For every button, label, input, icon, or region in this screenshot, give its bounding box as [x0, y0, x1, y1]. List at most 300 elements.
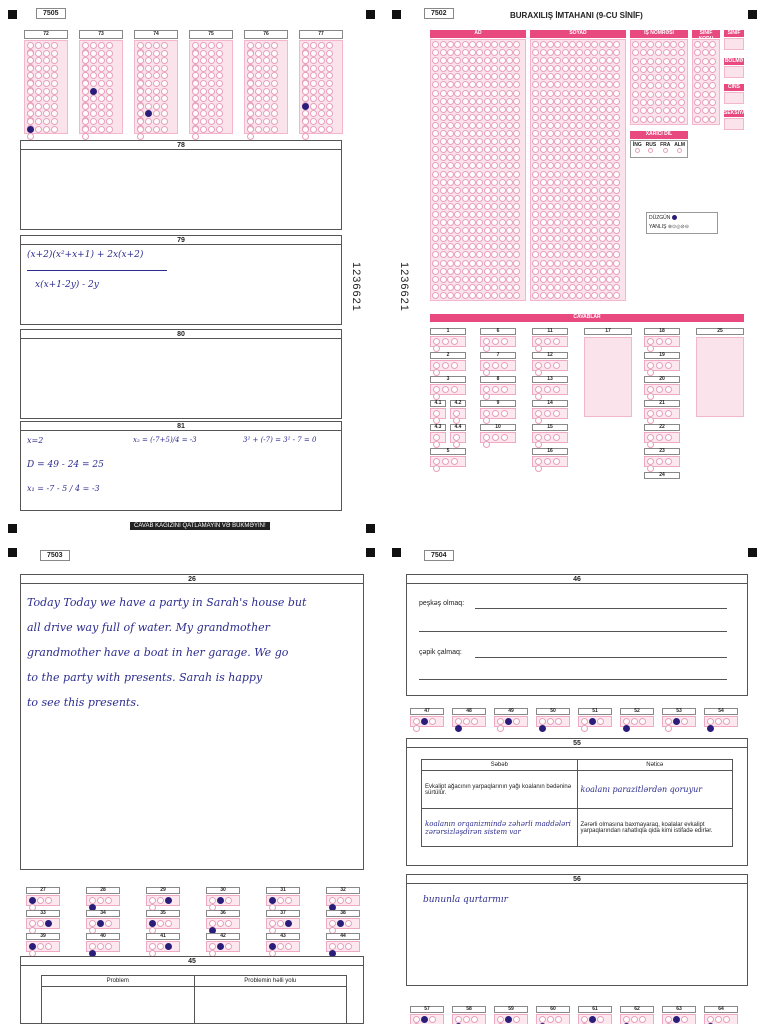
answer-bubble[interactable]: [513, 90, 520, 97]
answer-bubble[interactable]: [271, 42, 278, 49]
answer-bubble[interactable]: [263, 72, 270, 79]
answer-bubble[interactable]: [554, 41, 561, 48]
answer-bubble[interactable]: [432, 114, 439, 121]
answer-bubble[interactable]: [492, 338, 499, 345]
answer-bubble[interactable]: [302, 133, 309, 140]
answer-bubble[interactable]: [547, 57, 554, 64]
answer-bubble[interactable]: [540, 114, 547, 121]
answer-bubble[interactable]: [513, 81, 520, 88]
answer-bubble[interactable]: [90, 118, 97, 125]
answer-bubble[interactable]: [569, 162, 576, 169]
answer-bubble[interactable]: [433, 393, 440, 400]
answer-bubble[interactable]: [576, 90, 583, 97]
answer-bubble[interactable]: [499, 49, 506, 56]
answer-bubble[interactable]: [432, 292, 439, 299]
answer-bubble[interactable]: [484, 235, 491, 242]
answer-bubble[interactable]: [216, 42, 223, 49]
answer-bubble[interactable]: [499, 154, 506, 161]
answer-bubble[interactable]: [513, 718, 520, 725]
answer-bubble[interactable]: [27, 65, 34, 72]
answer-bubble[interactable]: [501, 410, 508, 417]
answer-bubble[interactable]: [462, 292, 469, 299]
answer-bubble[interactable]: [82, 133, 89, 140]
answer-bubble[interactable]: [454, 276, 461, 283]
answer-bubble[interactable]: [554, 154, 561, 161]
answer-bubble[interactable]: [540, 251, 547, 258]
answer-bubble[interactable]: [476, 154, 483, 161]
answer-bubble[interactable]: [454, 260, 461, 267]
answer-bubble[interactable]: [613, 219, 620, 226]
answer-bubble[interactable]: [483, 345, 490, 352]
answer-bubble[interactable]: [106, 65, 113, 72]
answer-bubble[interactable]: [255, 57, 262, 64]
answer-bubble[interactable]: [345, 897, 352, 904]
answer-bubble[interactable]: [499, 57, 506, 64]
answer-bubble[interactable]: [432, 171, 439, 178]
answer-bubble[interactable]: [153, 72, 160, 79]
answer-bubble[interactable]: [440, 187, 447, 194]
answer-bubble[interactable]: [599, 203, 606, 210]
answer-bubble[interactable]: [640, 66, 647, 73]
answer-bubble[interactable]: [469, 292, 476, 299]
answer-bubble[interactable]: [302, 95, 309, 102]
answer-bubble[interactable]: [576, 195, 583, 202]
answer-bubble[interactable]: [613, 90, 620, 97]
answer-bubble[interactable]: [554, 106, 561, 113]
answer-bubble[interactable]: [484, 146, 491, 153]
answer-bubble[interactable]: [469, 179, 476, 186]
answer-bubble[interactable]: [581, 725, 588, 732]
answer-bubble[interactable]: [137, 72, 144, 79]
answer-bubble[interactable]: [501, 386, 508, 393]
answer-bubble[interactable]: [440, 57, 447, 64]
answer-bubble[interactable]: [145, 110, 152, 117]
answer-bubble[interactable]: [647, 362, 654, 369]
answer-bubble[interactable]: [723, 718, 730, 725]
answer-bubble[interactable]: [106, 57, 113, 64]
answer-bubble[interactable]: [540, 187, 547, 194]
answer-bubble[interactable]: [591, 122, 598, 129]
answer-bubble[interactable]: [665, 362, 672, 369]
answer-bubble[interactable]: [302, 65, 309, 72]
answer-bubble[interactable]: [454, 81, 461, 88]
answer-bubble[interactable]: [540, 243, 547, 250]
answer-bubble[interactable]: [639, 1016, 646, 1023]
answer-bubble[interactable]: [153, 65, 160, 72]
answer-bubble[interactable]: [476, 81, 483, 88]
answer-bubble[interactable]: [433, 458, 440, 465]
answer-bubble[interactable]: [709, 116, 716, 123]
answer-bubble[interactable]: [447, 130, 454, 137]
answer-bubble[interactable]: [432, 195, 439, 202]
answer-bubble[interactable]: [454, 106, 461, 113]
answer-bubble[interactable]: [161, 126, 168, 133]
answer-bubble[interactable]: [451, 458, 458, 465]
answer-bubble[interactable]: [454, 268, 461, 275]
answer-bubble[interactable]: [98, 80, 105, 87]
answer-bubble[interactable]: [469, 41, 476, 48]
answer-bubble[interactable]: [506, 65, 513, 72]
answer-bubble[interactable]: [302, 50, 309, 57]
answer-bubble[interactable]: [584, 146, 591, 153]
answer-bubble[interactable]: [469, 106, 476, 113]
answer-bubble[interactable]: [462, 219, 469, 226]
answer-bubble[interactable]: [613, 122, 620, 129]
answer-bubble[interactable]: [584, 268, 591, 275]
answer-bubble[interactable]: [591, 49, 598, 56]
answer-bubble[interactable]: [576, 179, 583, 186]
answer-bubble[interactable]: [591, 41, 598, 48]
answer-bubble[interactable]: [208, 57, 215, 64]
answer-bubble[interactable]: [591, 227, 598, 234]
answer-bubble[interactable]: [606, 130, 613, 137]
answer-bubble[interactable]: [27, 72, 34, 79]
answer-bubble[interactable]: [454, 130, 461, 137]
answer-bubble[interactable]: [255, 80, 262, 87]
answer-bubble[interactable]: [451, 338, 458, 345]
answer-bubble[interactable]: [673, 1016, 680, 1023]
answer-bubble[interactable]: [145, 72, 152, 79]
answer-bubble[interactable]: [599, 41, 606, 48]
answer-bubble[interactable]: [613, 187, 620, 194]
answer-bubble[interactable]: [554, 179, 561, 186]
answer-bubble[interactable]: [469, 138, 476, 145]
answer-bubble[interactable]: [263, 57, 270, 64]
answer-bubble[interactable]: [584, 114, 591, 121]
answer-bubble[interactable]: [491, 284, 498, 291]
answer-bubble[interactable]: [161, 57, 168, 64]
answer-bubble[interactable]: [553, 338, 560, 345]
answer-bubble[interactable]: [591, 187, 598, 194]
answer-bubble[interactable]: [576, 292, 583, 299]
answer-bubble[interactable]: [576, 65, 583, 72]
answer-bubble[interactable]: [462, 65, 469, 72]
answer-bubble[interactable]: [476, 276, 483, 283]
answer-bubble[interactable]: [285, 943, 292, 950]
answer-bubble[interactable]: [597, 718, 604, 725]
answer-bubble[interactable]: [106, 95, 113, 102]
answer-bubble[interactable]: [192, 103, 199, 110]
answer-bubble[interactable]: [45, 897, 52, 904]
answer-bubble[interactable]: [599, 292, 606, 299]
answer-bubble[interactable]: [483, 393, 490, 400]
answer-bubble[interactable]: [447, 268, 454, 275]
answer-bubble[interactable]: [569, 106, 576, 113]
answer-bubble[interactable]: [462, 268, 469, 275]
answer-bubble[interactable]: [497, 1016, 504, 1023]
answer-bubble[interactable]: [569, 187, 576, 194]
answer-bubble[interactable]: [469, 49, 476, 56]
answer-bubble[interactable]: [665, 718, 672, 725]
answer-bubble[interactable]: [192, 133, 199, 140]
answer-bubble[interactable]: [665, 338, 672, 345]
answer-bubble[interactable]: [469, 130, 476, 137]
answer-bubble[interactable]: [454, 243, 461, 250]
answer-bubble[interactable]: [584, 251, 591, 258]
answer-bubble[interactable]: [591, 260, 598, 267]
answer-bubble[interactable]: [200, 118, 207, 125]
answer-bubble[interactable]: [702, 49, 709, 56]
answer-bubble[interactable]: [491, 260, 498, 267]
answer-bubble[interactable]: [432, 98, 439, 105]
answer-bubble[interactable]: [513, 162, 520, 169]
answer-bubble[interactable]: [491, 268, 498, 275]
answer-bubble[interactable]: [310, 103, 317, 110]
answer-bubble[interactable]: [655, 74, 662, 81]
answer-bubble[interactable]: [483, 417, 490, 424]
answer-bubble[interactable]: [208, 42, 215, 49]
answer-bubble[interactable]: [462, 114, 469, 121]
answer-bubble[interactable]: [540, 122, 547, 129]
answer-bubble[interactable]: [432, 65, 439, 72]
answer-bubble[interactable]: [554, 268, 561, 275]
answer-bubble[interactable]: [663, 148, 668, 153]
answer-bubble[interactable]: [599, 260, 606, 267]
answer-bubble[interactable]: [454, 57, 461, 64]
answer-bubble[interactable]: [540, 203, 547, 210]
answer-bubble[interactable]: [98, 65, 105, 72]
answer-bubble[interactable]: [606, 106, 613, 113]
answer-bubble[interactable]: [584, 171, 591, 178]
answer-bubble[interactable]: [469, 211, 476, 218]
answer-bubble[interactable]: [484, 187, 491, 194]
answer-bubble[interactable]: [513, 284, 520, 291]
answer-bubble[interactable]: [469, 284, 476, 291]
answer-bubble[interactable]: [476, 171, 483, 178]
answer-bubble[interactable]: [484, 106, 491, 113]
answer-bubble[interactable]: [640, 58, 647, 65]
answer-bubble[interactable]: [432, 284, 439, 291]
answer-bubble[interactable]: [506, 57, 513, 64]
answer-bubble[interactable]: [532, 154, 539, 161]
answer-bubble[interactable]: [532, 146, 539, 153]
answer-bubble[interactable]: [569, 57, 576, 64]
answer-bubble[interactable]: [606, 292, 613, 299]
answer-bubble[interactable]: [454, 154, 461, 161]
answer-bubble[interactable]: [554, 276, 561, 283]
language-option[interactable]: [674, 142, 685, 154]
answer-bubble[interactable]: [310, 110, 317, 117]
answer-bubble[interactable]: [513, 235, 520, 242]
answer-bubble[interactable]: [454, 114, 461, 121]
answer-bubble[interactable]: [35, 80, 42, 87]
answer-bubble[interactable]: [569, 195, 576, 202]
answer-bubble[interactable]: [491, 57, 498, 64]
answer-bubble[interactable]: [539, 1016, 546, 1023]
answer-bubble[interactable]: [484, 130, 491, 137]
answer-bubble[interactable]: [491, 154, 498, 161]
effect-cell-handwritten[interactable]: koalanı parazitlərdən qoruyur: [577, 771, 733, 809]
answer-bubble[interactable]: [318, 110, 325, 117]
answer-bubble[interactable]: [576, 235, 583, 242]
answer-bubble[interactable]: [454, 49, 461, 56]
answer-bubble[interactable]: [547, 98, 554, 105]
answer-bubble[interactable]: [106, 50, 113, 57]
answer-bubble[interactable]: [562, 65, 569, 72]
answer-bubble[interactable]: [98, 50, 105, 57]
answer-bubble[interactable]: [584, 41, 591, 48]
answer-bubble[interactable]: [165, 897, 172, 904]
answer-bubble[interactable]: [569, 292, 576, 299]
answer-bubble[interactable]: [532, 171, 539, 178]
answer-bubble[interactable]: [97, 943, 104, 950]
answer-bubble[interactable]: [581, 718, 588, 725]
answer-bubble[interactable]: [440, 130, 447, 137]
answer-bubble[interactable]: [591, 130, 598, 137]
answer-bubble[interactable]: [562, 195, 569, 202]
answer-bubble[interactable]: [484, 90, 491, 97]
answer-bubble[interactable]: [432, 73, 439, 80]
answer-bubble[interactable]: [591, 73, 598, 80]
answer-bubble[interactable]: [576, 146, 583, 153]
answer-bubble[interactable]: [513, 251, 520, 258]
answer-bubble[interactable]: [462, 284, 469, 291]
answer-bubble[interactable]: [506, 251, 513, 258]
answer-bubble[interactable]: [702, 58, 709, 65]
answer-bubble[interactable]: [98, 57, 105, 64]
answer-bubble[interactable]: [554, 49, 561, 56]
answer-bubble[interactable]: [591, 106, 598, 113]
answer-bubble[interactable]: [318, 126, 325, 133]
answer-bubble[interactable]: [326, 88, 333, 95]
answer-bubble[interactable]: [90, 65, 97, 72]
answer-bubble[interactable]: [454, 65, 461, 72]
answer-bubble[interactable]: [532, 122, 539, 129]
answer-bubble[interactable]: [681, 1016, 688, 1023]
answer-bubble[interactable]: [613, 98, 620, 105]
language-option[interactable]: [646, 142, 657, 154]
answer-bubble[interactable]: [569, 276, 576, 283]
answer-bubble[interactable]: [569, 171, 576, 178]
answer-bubble[interactable]: [499, 73, 506, 80]
answer-bubble[interactable]: [663, 58, 670, 65]
answer-bubble[interactable]: [440, 122, 447, 129]
answer-bubble[interactable]: [82, 42, 89, 49]
answer-bubble[interactable]: [209, 920, 216, 927]
answer-bubble[interactable]: [421, 718, 428, 725]
answer-bubble[interactable]: [476, 251, 483, 258]
answer-bubble[interactable]: [584, 81, 591, 88]
answer-bubble[interactable]: [647, 49, 654, 56]
answer-bubble[interactable]: [540, 235, 547, 242]
answer-bubble[interactable]: [606, 227, 613, 234]
answer-bubble[interactable]: [455, 725, 462, 732]
answer-bubble[interactable]: [562, 235, 569, 242]
answer-bubble[interactable]: [535, 441, 542, 448]
answer-bubble[interactable]: [483, 410, 490, 417]
answer-bubble[interactable]: [263, 103, 270, 110]
answer-bubble[interactable]: [440, 73, 447, 80]
answer-bubble[interactable]: [462, 41, 469, 48]
answer-bubble[interactable]: [632, 58, 639, 65]
answer-bubble[interactable]: [43, 88, 50, 95]
answer-bubble[interactable]: [432, 49, 439, 56]
answer-bubble[interactable]: [216, 50, 223, 57]
answer-bubble[interactable]: [499, 187, 506, 194]
answer-bubble[interactable]: [454, 122, 461, 129]
answer-bubble[interactable]: [532, 203, 539, 210]
answer-bubble[interactable]: [589, 718, 596, 725]
answer-bubble[interactable]: [440, 138, 447, 145]
answer-bubble[interactable]: [200, 88, 207, 95]
answer-bubble[interactable]: [599, 284, 606, 291]
answer-bubble[interactable]: [499, 41, 506, 48]
answer-bubble[interactable]: [655, 116, 662, 123]
answer-bubble[interactable]: [655, 49, 662, 56]
answer-bubble[interactable]: [225, 920, 232, 927]
answer-bubble[interactable]: [702, 41, 709, 48]
answer-bubble[interactable]: [310, 42, 317, 49]
answer-bubble[interactable]: [547, 718, 554, 725]
answer-bubble[interactable]: [453, 441, 460, 448]
answer-bubble[interactable]: [484, 284, 491, 291]
answer-bubble[interactable]: [447, 49, 454, 56]
answer-bubble[interactable]: [613, 179, 620, 186]
answer-bubble[interactable]: [462, 146, 469, 153]
answer-bubble[interactable]: [432, 235, 439, 242]
answer-bubble[interactable]: [447, 243, 454, 250]
answer-bubble[interactable]: [591, 81, 598, 88]
answer-bubble[interactable]: [506, 81, 513, 88]
answer-bubble[interactable]: [35, 103, 42, 110]
answer-bubble[interactable]: [51, 110, 58, 117]
answer-bubble[interactable]: [440, 81, 447, 88]
answer-bubble[interactable]: [483, 338, 490, 345]
answer-bubble[interactable]: [271, 65, 278, 72]
answer-bubble[interactable]: [599, 65, 606, 72]
answer-bubble[interactable]: [499, 162, 506, 169]
answer-bubble[interactable]: [89, 920, 96, 927]
answer-bubble[interactable]: [623, 725, 630, 732]
answer-bubble[interactable]: [670, 99, 677, 106]
answer-bubble[interactable]: [569, 130, 576, 137]
answer-bubble[interactable]: [554, 114, 561, 121]
answer-bubble[interactable]: [540, 260, 547, 267]
answer-bubble[interactable]: [599, 276, 606, 283]
answer-bubble[interactable]: [663, 66, 670, 73]
answer-bubble[interactable]: [469, 268, 476, 275]
answer-bubble[interactable]: [576, 268, 583, 275]
answer-bubble[interactable]: [454, 73, 461, 80]
answer-bubble[interactable]: [440, 227, 447, 234]
answer-bubble[interactable]: [506, 130, 513, 137]
answer-bubble[interactable]: [532, 227, 539, 234]
answer-bubble[interactable]: [499, 90, 506, 97]
answer-bubble[interactable]: [547, 130, 554, 137]
answer-bubble[interactable]: [663, 49, 670, 56]
answer-bubble[interactable]: [271, 50, 278, 57]
answer-bubble[interactable]: [715, 1016, 722, 1023]
answer-bubble[interactable]: [454, 41, 461, 48]
answer-bubble[interactable]: [554, 284, 561, 291]
answer-bubble[interactable]: [532, 276, 539, 283]
answer-bubble[interactable]: [484, 81, 491, 88]
answer-bubble[interactable]: [82, 118, 89, 125]
answer-bubble[interactable]: [670, 82, 677, 89]
answer-bubble[interactable]: [192, 57, 199, 64]
answer-bubble[interactable]: [302, 42, 309, 49]
answer-bubble[interactable]: [631, 718, 638, 725]
answer-bubble[interactable]: [569, 90, 576, 97]
answer-bubble[interactable]: [483, 386, 490, 393]
answer-bubble[interactable]: [663, 116, 670, 123]
answer-bubble[interactable]: [591, 235, 598, 242]
answer-bubble[interactable]: [440, 106, 447, 113]
answer-bubble[interactable]: [606, 171, 613, 178]
answer-bubble[interactable]: [562, 243, 569, 250]
answer-bubble[interactable]: [540, 154, 547, 161]
answer-bubble[interactable]: [663, 41, 670, 48]
